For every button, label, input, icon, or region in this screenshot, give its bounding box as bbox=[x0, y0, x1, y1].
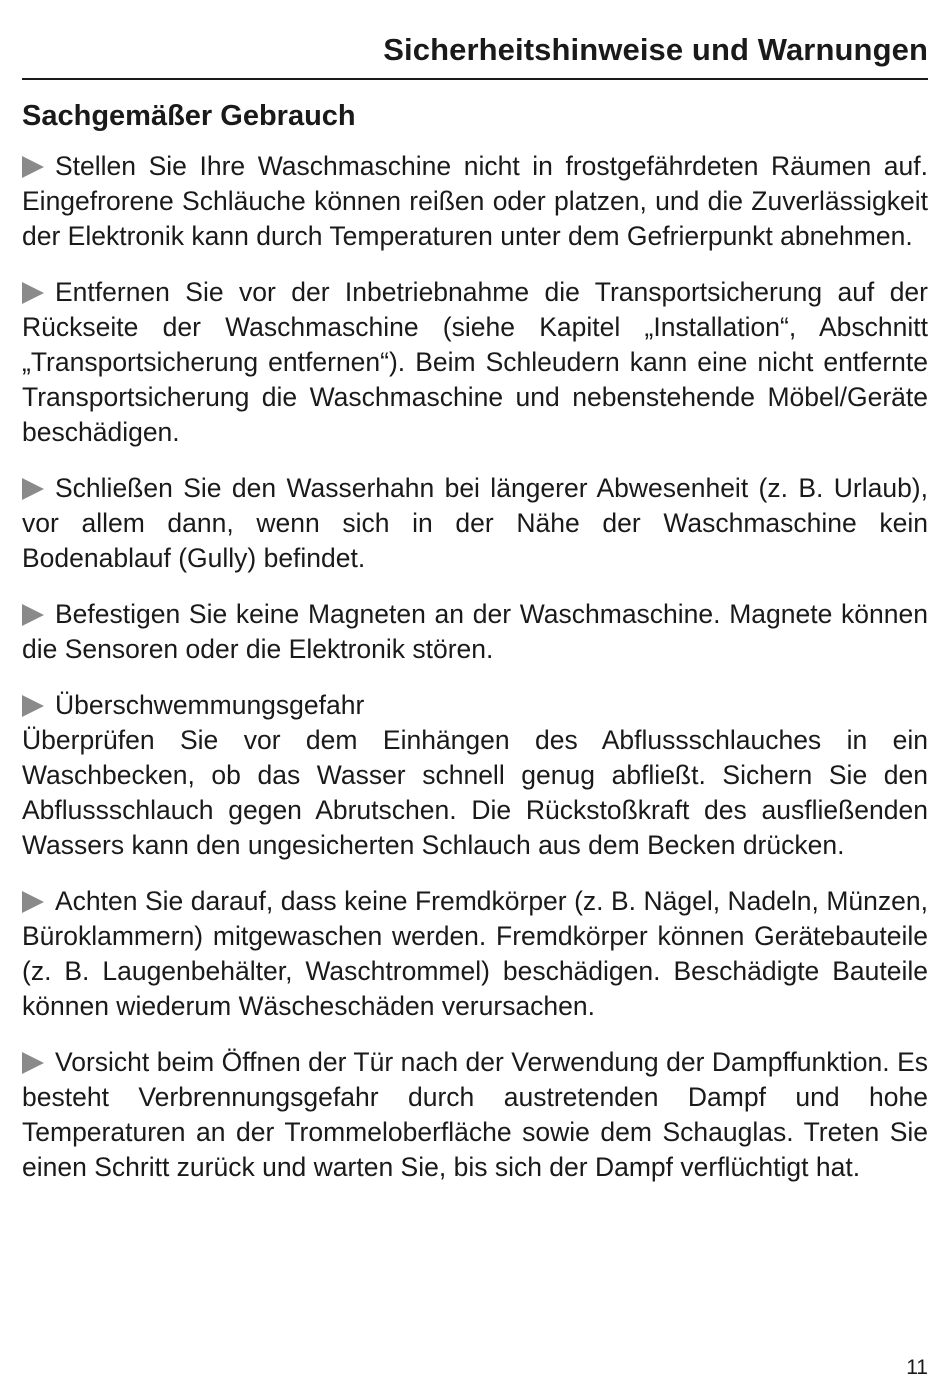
page-title: Sicherheitshinweise und Warnungen bbox=[383, 32, 928, 67]
note-text: Befestigen Sie keine Magneten an der Waschmaschine. Magnete können die Sensoren oder die Elektronik stören. bbox=[22, 599, 928, 664]
page-header bbox=[22, 0, 928, 80]
safety-note-transport-lock bbox=[22, 275, 928, 450]
section-title: Sachgemäßer Gebrauch bbox=[22, 100, 356, 132]
note-text: Überprüfen Sie vor dem Einhängen des Abflussschlauches in ein Waschbecken, ob das Wasser schnell genug abfließt. Sichern Sie den Abflussschlauch gegen Abrutschen. Die Rückstoßkraft des ausfließenden Wassers kann den ungesicherten Schlauch aus dem Becken drücken. bbox=[22, 725, 928, 860]
page-content bbox=[22, 100, 928, 1206]
safety-note-magnets bbox=[22, 597, 928, 667]
note-text: Schließen Sie den Wasserhahn bei längerer Abwesenheit (z. B. Urlaub), vor allem dann, wenn sich in der Nähe der Waschmaschine kein Bodenablauf (Gully) befindet. bbox=[22, 473, 928, 573]
triangle-bullet-icon bbox=[22, 478, 44, 500]
note-text: Stellen Sie Ihre Waschmaschine nicht in frostgefährdeten Räumen auf. Eingefrorene Schläuche können reißen oder platzen, und die Zuverlässigkeit der Elektronik kann durch Temperaturen unter dem Gefrierpunkt abnehmen. bbox=[22, 151, 928, 251]
triangle-bullet-icon bbox=[22, 1052, 44, 1074]
triangle-bullet-icon bbox=[22, 891, 44, 913]
note-text: Vorsicht beim Öffnen der Tür nach der Verwendung der Dampffunktion. Es besteht Verbrennungsgefahr durch austretenden Dampf und hohe Temperaturen an der Trommeloberfläche sowie dem Schauglas. Treten Sie einen Schritt zurück und warten Sie, bis sich der Dampf verflüchtigt hat. bbox=[22, 1047, 928, 1182]
triangle-bullet-icon bbox=[22, 604, 44, 626]
note-heading-line bbox=[22, 688, 928, 723]
note-text: Entfernen Sie vor der Inbetriebnahme die Transportsicherung auf der Rückseite der Waschmaschine (siehe Kapitel „Installation“, Abschnitt „Transportsicherung entfernen“). Beim Schleudern kann eine nicht entfernte Transportsicherung die Waschmaschine und nebenstehende Möbel/Geräte beschädigen. bbox=[22, 277, 928, 447]
note-text: Achten Sie darauf, dass keine Fremdkörper (z. B. Nägel, Nadeln, Münzen, Büroklammern) mitgewaschen werden. Fremdkörper können Gerätebauteile (z. B. Laugenbehälter, Waschtrommel) beschädigen. Beschädigte Bauteile können wiederum Wäscheschäden verursachen. bbox=[22, 886, 928, 1021]
triangle-bullet-icon bbox=[22, 156, 44, 178]
safety-note-foreign-objects bbox=[22, 884, 928, 1024]
page-number: 11 bbox=[906, 1356, 928, 1379]
safety-note-steam bbox=[22, 1045, 928, 1185]
safety-note-flooding bbox=[22, 688, 928, 863]
safety-note-frost bbox=[22, 149, 928, 254]
safety-note-water-tap bbox=[22, 471, 928, 576]
triangle-bullet-icon bbox=[22, 695, 44, 717]
note-heading: Überschwemmungsgefahr bbox=[55, 690, 365, 720]
triangle-bullet-icon bbox=[22, 282, 44, 304]
